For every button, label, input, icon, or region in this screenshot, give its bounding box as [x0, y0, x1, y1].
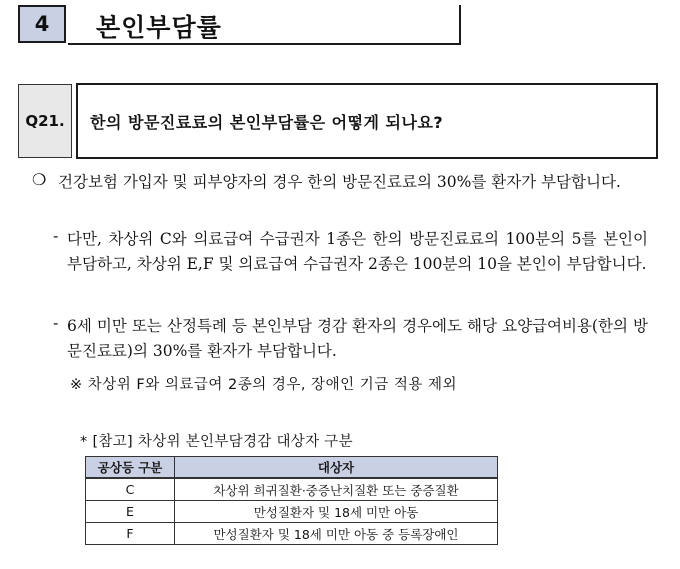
table-header-cell: 공상등 구분: [86, 457, 175, 479]
answer-sub-item: 다만, 차상위 C와 의료급여 수급권자 1종은 한의 방문진료료의 100분의 5를 본인이 부담하고, 차상위 E,F 및 의료급여 수급권자 2종은 100분의 10을 본인이 부담합니다.: [67, 230, 648, 273]
answer-sub-item: 6세 미만 또는 산정특례 등 본인부담 경감 환자의 경우에도 해당 요양급여비용(한의 방문진료료)의 30%를 환자가 부담합니다.: [67, 317, 648, 360]
table-cell-target: 차상위 희귀질환·중증난치질환 또는 중증질환: [175, 478, 498, 501]
table-cell-code: E: [86, 501, 175, 523]
section-title: 본인부담률: [96, 13, 222, 42]
table-cell-code: C: [86, 478, 175, 501]
section-number: 4: [18, 5, 66, 43]
table-header-cell: 대상자: [175, 457, 498, 479]
answer-main-paragraph: 건강보험 가입자 및 피부양자의 경우 한의 방문진료료의 30%를 환자가 부담합니다.: [58, 173, 621, 191]
table-cell-target: 만성질환자 및 18세 미만 아동: [175, 501, 498, 523]
question-label: Q21.: [18, 84, 72, 158]
table-cell-code: F: [86, 523, 175, 545]
table-row: [86, 478, 498, 501]
answer-note: ※ 차상위 F와 의료급여 2종의 경우, 장애인 기금 적용 제외: [70, 377, 457, 393]
table-header-row: [86, 457, 498, 479]
reference-title: * [참고] 차상위 본인부담경감 대상자 구분: [80, 434, 353, 450]
question-text: 한의 방문진료료의 본인부담률은 어떻게 되나요?: [90, 113, 444, 132]
dash-bullet-icon: -: [53, 314, 59, 332]
reference-table: [85, 456, 498, 545]
table-row: [86, 501, 498, 523]
table-row: [86, 523, 498, 545]
bullet-circle-icon: ❍: [32, 170, 47, 189]
dash-bullet-icon: -: [53, 227, 59, 245]
table-cell-target: 만성질환자 및 18세 미만 아동 중 등록장애인: [175, 523, 498, 545]
